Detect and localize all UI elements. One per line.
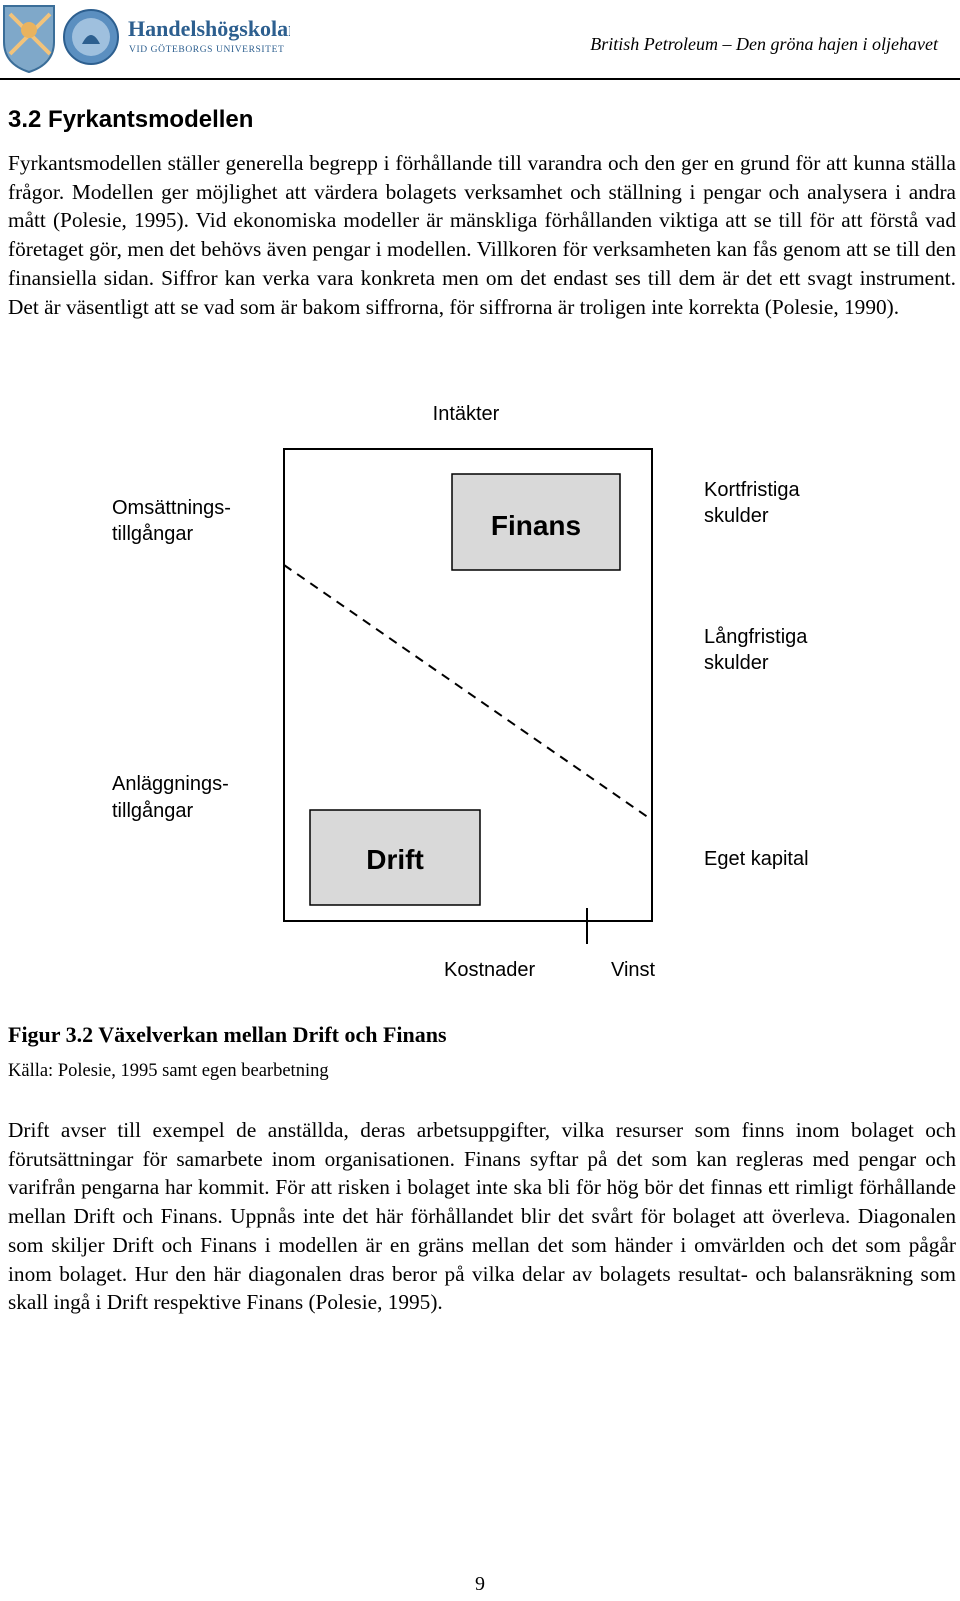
header-divider xyxy=(0,78,960,80)
label-anlaggnings-2: tillgångar xyxy=(112,800,194,822)
running-title: British Petroleum – Den gröna hajen i oljehavet xyxy=(590,34,938,54)
drift-label: Drift xyxy=(366,844,424,875)
label-omsattnings-1: Omsättnings- xyxy=(112,497,231,519)
university-logo xyxy=(0,0,290,74)
label-vinst: Vinst xyxy=(611,959,656,981)
figure-caption: Figur 3.2 Växelverkan mellan Drift och Finans xyxy=(8,1022,447,1047)
label-intakter: Intäkter xyxy=(432,403,500,425)
label-kortfristiga-2: skulder xyxy=(704,505,769,527)
diagonal-divider xyxy=(284,565,652,820)
logo-text-sub: VID GÖTEBORGS UNIVERSITET xyxy=(129,45,285,55)
figure-source: Källa: Polesie, 1995 samt egen bearbetning xyxy=(8,1061,329,1081)
emblem-icon xyxy=(4,6,54,72)
label-anlaggnings-1: Anläggnings- xyxy=(112,773,229,795)
label-kostnader: Kostnader xyxy=(444,959,536,981)
label-langfristiga-1: Långfristiga xyxy=(704,626,808,648)
paragraph-2: Drift avser till exempel de anställda, deras arbetsuppgifter, vilka resurser som finns inom bolaget och förutsättningar för samarbete inom organisationen. Finans syftar på det som kan regleras med pengar och varifrån pengarna har kommit. För att risken i bolaget inte ska bli för hög bör det finnas ett rimligt förhållande mellan Drift och Finans. Uppnås inte det här förhållandet blir det svårt för bolaget att överleva. Diagonalen som skiljer Drift och Finans i modellen är en gräns mellan det som händer i omvärlden och det som pågår inom bolaget. Hur den här diagonalen dras beror på vilka delar av bolagets resultat- och balansräkning som skall ingå i Drift respektive Finans (Polesie, 1995). xyxy=(8,1118,956,1315)
paragraph-1: Fyrkantsmodellen ställer generella begrepp i förhållande till varandra och den ger en grund för att kunna ställa frågor. Modellen ger möjlighet att värdera bolagets verksamhet och ställning i pengar och analysera i andra mått (Polesie, 1995). Vid ekonomiska modeller är mänskliga förhållanden viktiga att se till för att förstå vad företaget gör, men det behövs även pengar i modellen. Villkoren för verksamheten kan fås genom att se till den finansiella sidan. Siffror kan verka vara konkreta men om det endast ses till dem är det ett svagt instrument. Det är väsentligt att se vad som är bakom siffrorna, för siffrorna är troligen inte korrekta (Polesie, 1990). xyxy=(8,151,956,319)
square-model-diagram xyxy=(0,390,960,1010)
logo-text-main: Handelshögskolan xyxy=(128,16,290,41)
finans-label: Finans xyxy=(490,510,582,541)
seal-icon xyxy=(64,10,118,64)
label-kortfristiga-1: Kortfristiga xyxy=(704,479,800,501)
label-langfristiga-2: skulder xyxy=(704,652,769,674)
page-number: 9 xyxy=(475,1573,485,1595)
section-heading: 3.2 Fyrkantsmodellen xyxy=(8,106,254,133)
label-eget-kapital: Eget kapital xyxy=(704,848,809,870)
label-omsattnings-2: tillgångar xyxy=(112,523,194,545)
